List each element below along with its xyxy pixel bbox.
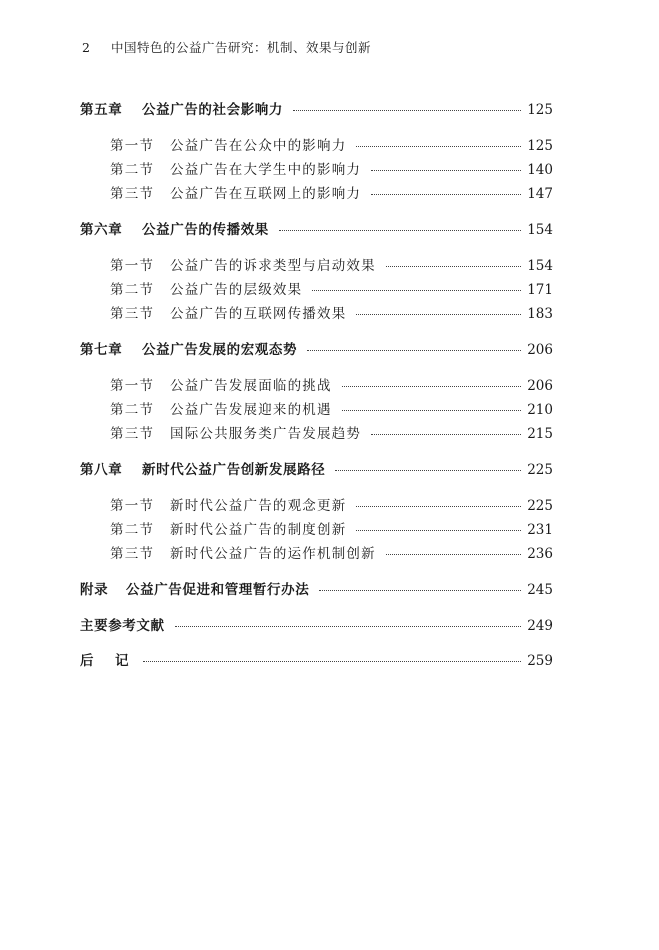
toc-section-6-1[interactable] bbox=[110, 254, 553, 274]
dot-leader bbox=[307, 350, 521, 351]
chapter-title: 公益广告的社会影响力 bbox=[142, 102, 283, 118]
dot-leader bbox=[371, 434, 521, 435]
chapter-title: 公益广告的传播效果 bbox=[142, 222, 269, 238]
dot-leader bbox=[143, 661, 522, 662]
toc-section-7-2[interactable] bbox=[110, 398, 553, 418]
dot-leader bbox=[356, 146, 521, 147]
section-number: 第二节 bbox=[110, 402, 155, 418]
page-number: 210 bbox=[527, 402, 553, 418]
dot-leader bbox=[342, 386, 522, 387]
dot-leader bbox=[371, 170, 521, 171]
section-number: 第三节 bbox=[110, 546, 155, 562]
section-title: 公益广告发展迎来的机遇 bbox=[170, 402, 332, 418]
page-number: 249 bbox=[527, 618, 553, 634]
toc-chapter-7[interactable] bbox=[80, 338, 553, 358]
toc-section-5-3[interactable] bbox=[110, 182, 553, 202]
header-page-number: 2 bbox=[82, 40, 91, 55]
chapter-number: 第七章 bbox=[80, 342, 123, 358]
afterword-title: 后 记 bbox=[80, 653, 133, 669]
dot-leader bbox=[386, 554, 521, 555]
section-title: 公益广告的诉求类型与启动效果 bbox=[170, 258, 376, 274]
toc-section-5-2[interactable] bbox=[110, 158, 553, 178]
page-number: 259 bbox=[527, 653, 553, 669]
toc-afterword[interactable] bbox=[80, 649, 553, 669]
toc-section-7-3[interactable] bbox=[110, 422, 553, 442]
toc-section-8-1[interactable] bbox=[110, 494, 553, 514]
chapter-title: 公益广告发展的宏观态势 bbox=[142, 342, 298, 358]
page-number: 183 bbox=[527, 306, 553, 322]
page-number: 215 bbox=[527, 426, 553, 442]
dot-leader bbox=[293, 110, 521, 111]
toc-section-8-3[interactable] bbox=[110, 542, 553, 562]
dot-leader bbox=[386, 266, 521, 267]
section-title: 新时代公益广告的制度创新 bbox=[170, 522, 347, 538]
toc-references[interactable] bbox=[80, 614, 553, 634]
chapter-title: 新时代公益广告创新发展路径 bbox=[142, 462, 326, 478]
header-book-title: 中国特色的公益广告研究：机制、效果与创新 bbox=[110, 40, 371, 55]
running-header bbox=[82, 38, 371, 56]
chapter-number: 第八章 bbox=[80, 462, 123, 478]
dot-leader bbox=[356, 530, 521, 531]
section-title: 公益广告在大学生中的影响力 bbox=[170, 162, 362, 178]
dot-leader bbox=[312, 290, 521, 291]
page-number: 206 bbox=[527, 342, 553, 358]
section-title: 新时代公益广告的观念更新 bbox=[170, 498, 347, 514]
dot-leader bbox=[279, 230, 521, 231]
page-number: 236 bbox=[527, 546, 553, 562]
dot-leader bbox=[371, 194, 521, 195]
dot-leader bbox=[356, 314, 521, 315]
page-number: 231 bbox=[527, 522, 553, 538]
page-number: 171 bbox=[527, 282, 553, 298]
toc-chapter-6[interactable] bbox=[80, 218, 553, 238]
appendix-label: 附录 bbox=[80, 582, 109, 598]
section-title: 新时代公益广告的运作机制创新 bbox=[170, 546, 376, 562]
page-number: 140 bbox=[527, 162, 553, 178]
page-number: 125 bbox=[527, 138, 553, 154]
dot-leader bbox=[319, 590, 521, 591]
dot-leader bbox=[342, 410, 522, 411]
section-number: 第三节 bbox=[110, 306, 155, 322]
page-number: 206 bbox=[527, 378, 553, 394]
section-number: 第二节 bbox=[110, 162, 155, 178]
references-title: 主要参考文献 bbox=[80, 618, 165, 634]
section-number: 第三节 bbox=[110, 426, 155, 442]
section-title: 公益广告的层级效果 bbox=[170, 282, 303, 298]
page-number: 154 bbox=[527, 258, 553, 274]
section-number: 第二节 bbox=[110, 282, 155, 298]
page-number: 125 bbox=[527, 102, 553, 118]
dot-leader bbox=[356, 506, 521, 507]
page-number: 225 bbox=[527, 498, 553, 514]
chapter-number: 第五章 bbox=[80, 102, 123, 118]
toc-chapter-8[interactable] bbox=[80, 458, 553, 478]
section-title: 公益广告在公众中的影响力 bbox=[170, 138, 347, 154]
dot-leader bbox=[335, 470, 521, 471]
toc-section-6-2[interactable] bbox=[110, 278, 553, 298]
dot-leader bbox=[175, 626, 522, 627]
section-number: 第二节 bbox=[110, 522, 155, 538]
section-title: 公益广告在互联网上的影响力 bbox=[170, 186, 362, 202]
page-number: 147 bbox=[527, 186, 553, 202]
section-title: 公益广告发展面临的挑战 bbox=[170, 378, 332, 394]
toc-appendix[interactable] bbox=[80, 578, 553, 598]
toc-section-5-1[interactable] bbox=[110, 134, 553, 154]
page-number: 245 bbox=[527, 582, 553, 598]
section-number: 第一节 bbox=[110, 258, 155, 274]
toc-chapter-5[interactable] bbox=[80, 98, 553, 118]
page-number: 154 bbox=[527, 222, 553, 238]
toc-section-7-1[interactable] bbox=[110, 374, 553, 394]
chapter-number: 第六章 bbox=[80, 222, 123, 238]
toc-section-8-2[interactable] bbox=[110, 518, 553, 538]
section-number: 第一节 bbox=[110, 378, 155, 394]
section-number: 第三节 bbox=[110, 186, 155, 202]
section-number: 第一节 bbox=[110, 498, 155, 514]
toc-section-6-3[interactable] bbox=[110, 302, 553, 322]
section-title: 公益广告的互联网传播效果 bbox=[170, 306, 347, 322]
page-number: 225 bbox=[527, 462, 553, 478]
section-title: 国际公共服务类广告发展趋势 bbox=[170, 426, 362, 442]
section-number: 第一节 bbox=[110, 138, 155, 154]
appendix-title: 公益广告促进和管理暂行办法 bbox=[126, 582, 310, 598]
